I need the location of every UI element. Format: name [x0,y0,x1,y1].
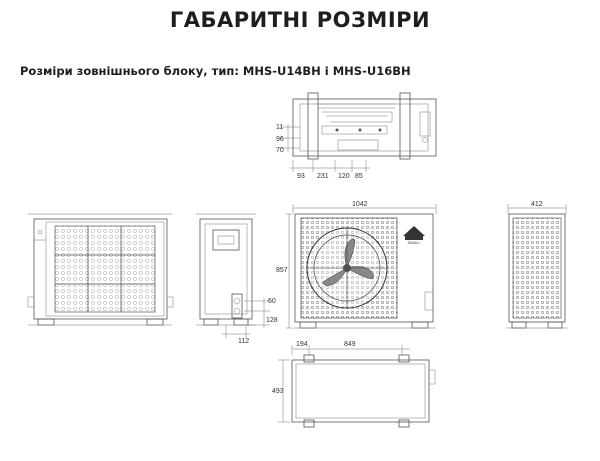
rear-view [28,214,173,325]
page-title: ГАБАРИТНІ РОЗМІРИ [169,8,431,32]
top-dim-bottom-4: 85 [355,173,363,180]
top-dim-left-1: 11 [276,124,284,131]
left-foot-bracket [308,93,318,159]
side-panel-label [213,230,239,250]
side-view [196,214,278,345]
right-view [506,201,568,328]
base-dim-493: 493 [272,388,284,395]
base-dim-194: 194 [296,341,308,348]
front-dim-width: 1042 [352,201,368,208]
top-dim-bottom-2: 231 [317,173,329,180]
base-view [272,341,435,427]
front-dim-height: 857 [276,267,288,274]
right-dim-width: 412 [531,201,543,208]
brand-logo [403,226,425,245]
side-dim-112: 112 [238,338,250,345]
subtitle: Розміри зовнішнього блоку, тип: MHS-U14BH і MHS-U16BH [20,64,411,78]
side-dim-60: 60 [268,298,276,305]
front-view [276,201,436,328]
top-dim-left-2: 96 [276,136,284,143]
side-dim-128: 128 [266,317,278,324]
top-dim-bottom-3: 120 [338,173,350,180]
top-view [276,93,436,180]
brand-logo-text: SMALL [407,240,421,245]
top-dim-left-3: 70 [276,147,284,154]
right-foot-bracket [400,93,410,159]
top-dim-bottom-1: 93 [297,173,305,180]
base-dim-849: 849 [344,341,356,348]
side-grille [513,218,561,318]
